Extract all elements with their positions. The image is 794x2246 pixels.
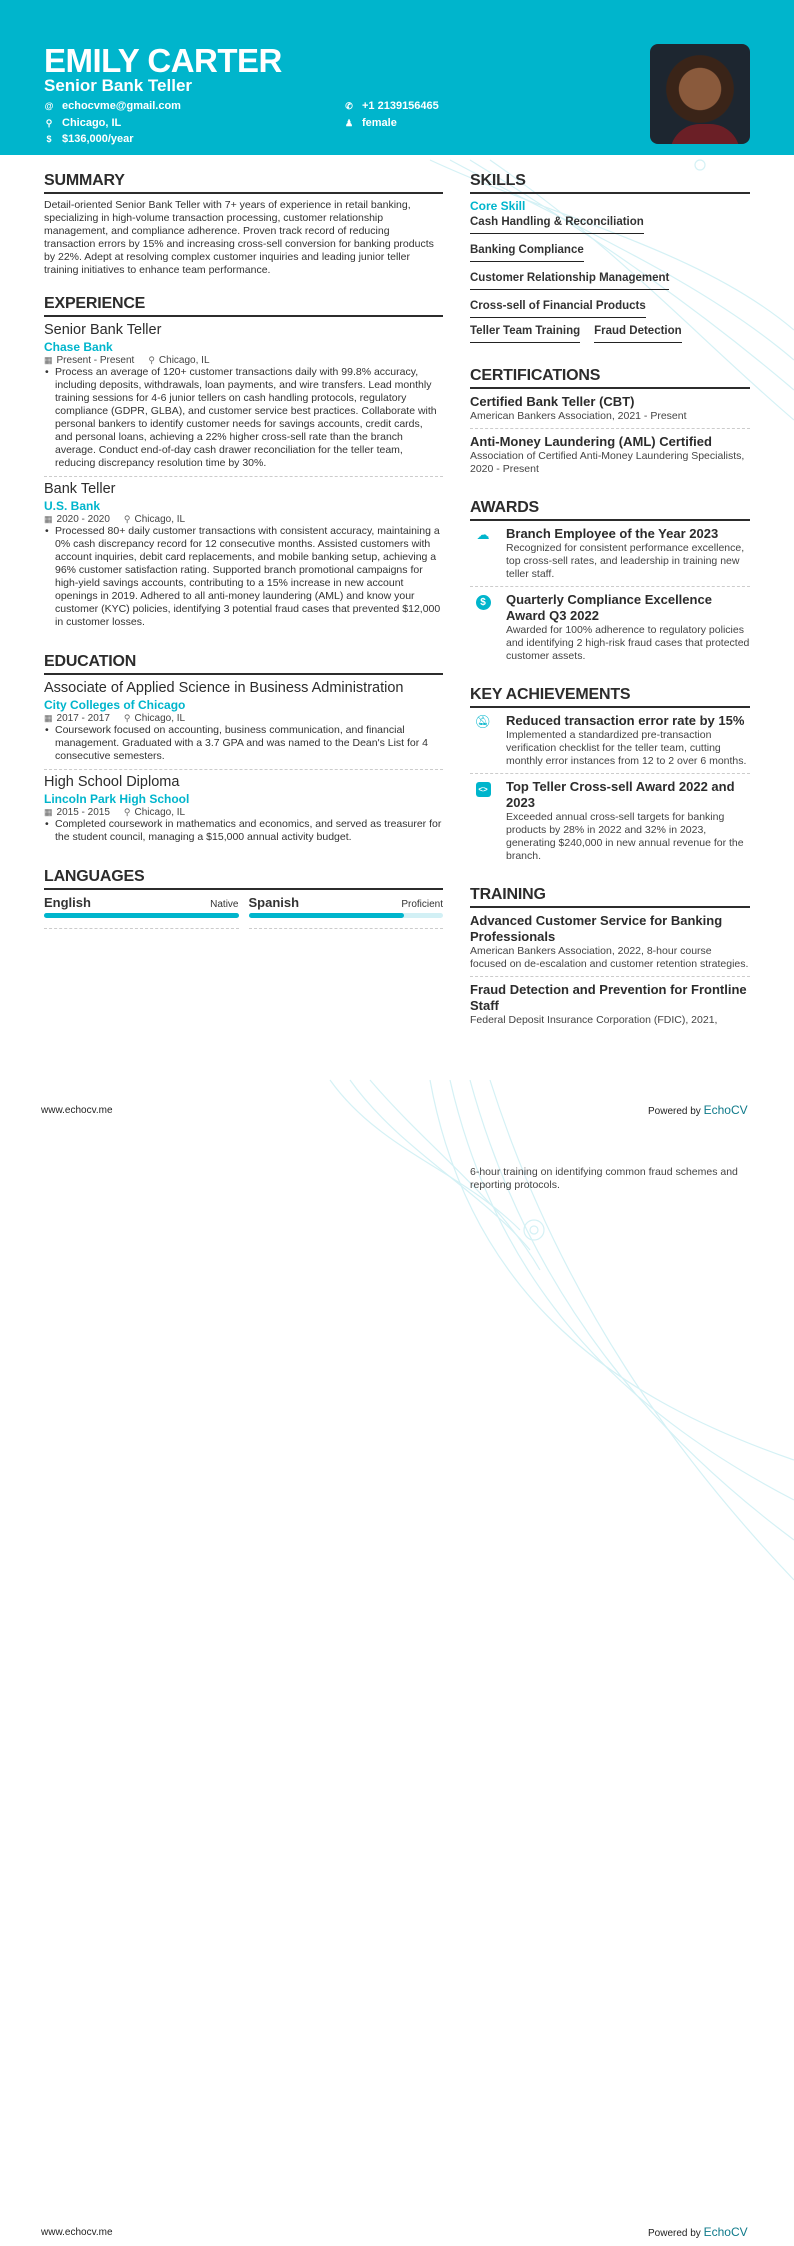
award-item [470,526,750,587]
skill-item: Banking Compliance [470,243,584,262]
training-item [470,913,750,977]
language-name: Spanish [248,895,300,910]
left-column [44,172,443,947]
training-title: Fraud Detection and Prevention for Frontline Staff [470,982,747,1013]
footer-site-link[interactable]: www.echocv.me [41,2227,113,2238]
section-heading: TRAINING [470,886,750,908]
experience-entry [44,322,443,477]
section-heading: AWARDS [470,499,750,521]
calendar-icon: ▦ [44,355,53,365]
certification-issuer: American Bankers Association, 2021 - Present [470,410,687,422]
footer-site-link[interactable]: www.echocv.me [41,1105,113,1116]
certification-issuer: Association of Certified Anti-Money Laundering Specialists, 2020 - Present [470,450,745,475]
section-heading: SKILLS [470,172,750,194]
section-heading: LANGUAGES [44,868,443,890]
languages-section [44,868,443,929]
location: Chicago, IL [158,355,210,366]
job-title: Senior Bank Teller [44,322,162,338]
person-icon: ♟ [344,117,354,128]
achievement-item [470,779,750,868]
summary-text: Detail-oriented Senior Bank Teller with 7+ years of experience in retail banking, specializing in high-volume transaction processing, customer relationship management, and compliance adherence. Proven track record of reducing transaction errors by 15% and increasing cross-sell conversion for banking products by 22%. Adept at resolving complex customer inquiries and leading junior teller training initiatives to enhance team performance. [44,199,434,276]
money-icon: $ [46,134,52,144]
phone-text: +1 2139156465 [362,100,439,112]
language-bar [249,913,444,918]
candidate-title: Senior Bank Teller [44,76,193,95]
powered-by[interactable] [648,2225,748,2239]
dates: 2015 - 2015 [56,807,110,818]
bell-slash-icon: 🔕︎ [474,714,492,729]
calendar-icon: ▦ [44,514,53,524]
brand-name: EchoCV [703,1103,748,1117]
award-item [470,592,750,668]
location-pin-icon: ⚲ [45,117,53,128]
skill-item: Teller Team Training [470,324,580,343]
language-item [44,895,239,929]
achievement-description: Implemented a standardized pre-transaction verification checklist for the teller team, cutting monthly error instances from 12 to 2 over 6 months. [506,729,747,767]
contact-location [44,117,121,129]
cloud-icon: ☁ [476,527,490,542]
training-section [470,886,750,1032]
bullet: • Completed coursework in mathematics and economics, and served as treasurer for the student council, managing a $15,000 annual activity budget. [44,818,443,844]
dates: 2020 - 2020 [56,514,110,525]
powered-by[interactable] [648,1103,748,1117]
award-description: Awarded for 100% adherence to regulatory policies and identifying 2 high-risk fraud cases that protected customer assets. [506,624,750,662]
location-text: Chicago, IL [62,117,122,129]
experience-section [44,295,443,635]
phone-icon: ✆ [345,100,353,111]
award-title: Branch Employee of the Year 2023 [506,526,719,541]
location-pin-icon: ⚲ [123,807,131,817]
location: Chicago, IL [134,807,186,818]
education-section [44,653,443,850]
training-item [470,982,750,1032]
language-item [249,895,444,929]
gender-text: female [362,117,397,129]
skill-item: Fraud Detection [594,324,682,343]
award-description: Recognized for consistent performance excellence, top cross-sell rates, and leadership in training new teller staff. [506,542,745,580]
award-title: Quarterly Compliance Excellence Award Q3 2022 [506,592,712,623]
contact-email[interactable] [44,100,181,112]
calendar-icon: ▦ [44,713,53,723]
section-heading: KEY ACHIEVEMENTS [470,686,750,708]
achievement-title: Top Teller Cross-sell Award 2022 and 2023 [506,779,735,810]
school-name: City Colleges of Chicago [44,698,186,712]
skill-item: Customer Relationship Management [470,271,669,290]
awards-section [470,499,750,668]
dollar-icon: $ [470,592,496,663]
section-heading: SUMMARY [44,172,443,194]
section-heading: EDUCATION [44,653,443,675]
salary-text: $136,000/year [62,133,134,145]
training-description-continued: 6-hour training on identifying common fraud schemes and reporting protocols. [470,1166,738,1191]
email-text: echocvme@gmail.com [62,100,181,112]
contact-phone[interactable] [344,100,439,112]
certification-item [470,434,750,481]
school-name: Lincoln Park High School [44,792,190,806]
brand-name: EchoCV [703,2225,748,2239]
degree: Associate of Applied Science in Business Administration [44,680,404,696]
dates: 2017 - 2017 [56,713,110,724]
language-level: Native [210,899,239,910]
experience-entry [44,481,443,635]
contact-gender [344,117,397,129]
bullet: • Coursework focused on accounting, business communication, and financial management. Graduated with a 3.7 GPA and was named to the Dean's List for 4 consecutive semesters. [44,724,443,763]
education-entry [44,774,443,850]
language-level: Proficient [401,899,443,910]
language-bar-fill [249,913,405,918]
language-bar-fill [44,913,239,918]
language-bar [44,913,239,918]
achievements-section [470,686,750,868]
location-pin-icon: ⚲ [148,355,155,365]
profile-photo [650,44,750,144]
training-description: American Bankers Association, 2022, 8-hour course focused on de-escalation and customer retention strategies. [470,945,749,970]
section-heading: EXPERIENCE [44,295,443,317]
achievement-description: Exceeded annual cross-sell targets for banking products by 28% in 2022 and 32% in 2023, generating $240,000 in new annual revenue for the branch. [506,811,744,862]
right-column [470,172,750,1050]
company-name: U.S. Bank [44,499,101,513]
bullet: • Process an average of 120+ customer transactions daily with 99.8% accuracy, including deposits, withdrawals, loan payments, and wire transfers. Lead monthly training sessions for 4-6 junior tellers on cash handling protocols, regulatory compliance (GDPR, GLBA), and customer service best practices. Collaborate with personal bankers to identify customer needs for savings accounts, credit cards, and personal loans, achieving a 22% higher cross-sell rate than the branch average. Conduct end-of-day cash drawer reconciliation for the teller team, reducing discrepancy resolution time by 30%. [44,366,443,470]
location-pin-icon: ⚲ [123,713,131,723]
achievement-title: Reduced transaction error rate by 15% [506,713,745,728]
bullet: • Processed 80+ daily customer transactions with consistent accuracy, maintaining a 0% cash discrepancy record for 12 consecutive months. Assisted customers with account inquiries, debit card replacements, and mobile banking setup, achieving a 96% customer satisfaction rating. Supported branch promotional campaigns for high-yield savings accounts, contributing to a 15% increase in new account openings in 2019. Adhered to all anti-money laundering (AML) and know your customer (KYC) policies, identifying 3 potential fraud cases that prevented $12,000 in customer losses. [44,525,443,629]
certification-item [470,394,750,429]
summary-section [44,172,443,277]
training-title: Advanced Customer Service for Banking Professionals [470,913,723,944]
education-entry [44,680,443,770]
job-title: Bank Teller [44,481,116,497]
achievement-item [470,713,750,774]
training-description: Federal Deposit Insurance Corporation (FDIC), 2021, [470,1014,718,1026]
skill-group-label: Core Skill [470,199,526,213]
dates: Present - Present [56,355,135,366]
company-name: Chase Bank [44,340,113,354]
skill-item: Cross-sell of Financial Products [470,299,646,318]
calendar-icon: ▦ [44,807,53,817]
powered-by-text: Powered by [648,2228,701,2239]
degree: High School Diploma [44,774,180,790]
candidate-name: EMILY CARTER [44,42,282,79]
certification-title: Anti-Money Laundering (AML) Certified [470,434,712,449]
location: Chicago, IL [134,514,186,525]
skills-section [470,172,750,349]
contact-salary [44,133,134,145]
location-pin-icon: ⚲ [123,514,131,524]
skill-item: Cash Handling & Reconciliation [470,215,644,234]
certification-title: Certified Bank Teller (CBT) [470,394,635,409]
resume-header [0,0,794,155]
language-name: English [44,895,91,910]
code-icon: <> [470,779,496,863]
certifications-section [470,367,750,481]
section-heading: CERTIFICATIONS [470,367,750,389]
at-icon: @ [44,101,54,111]
location: Chicago, IL [134,713,186,724]
powered-by-text: Powered by [648,1106,701,1117]
